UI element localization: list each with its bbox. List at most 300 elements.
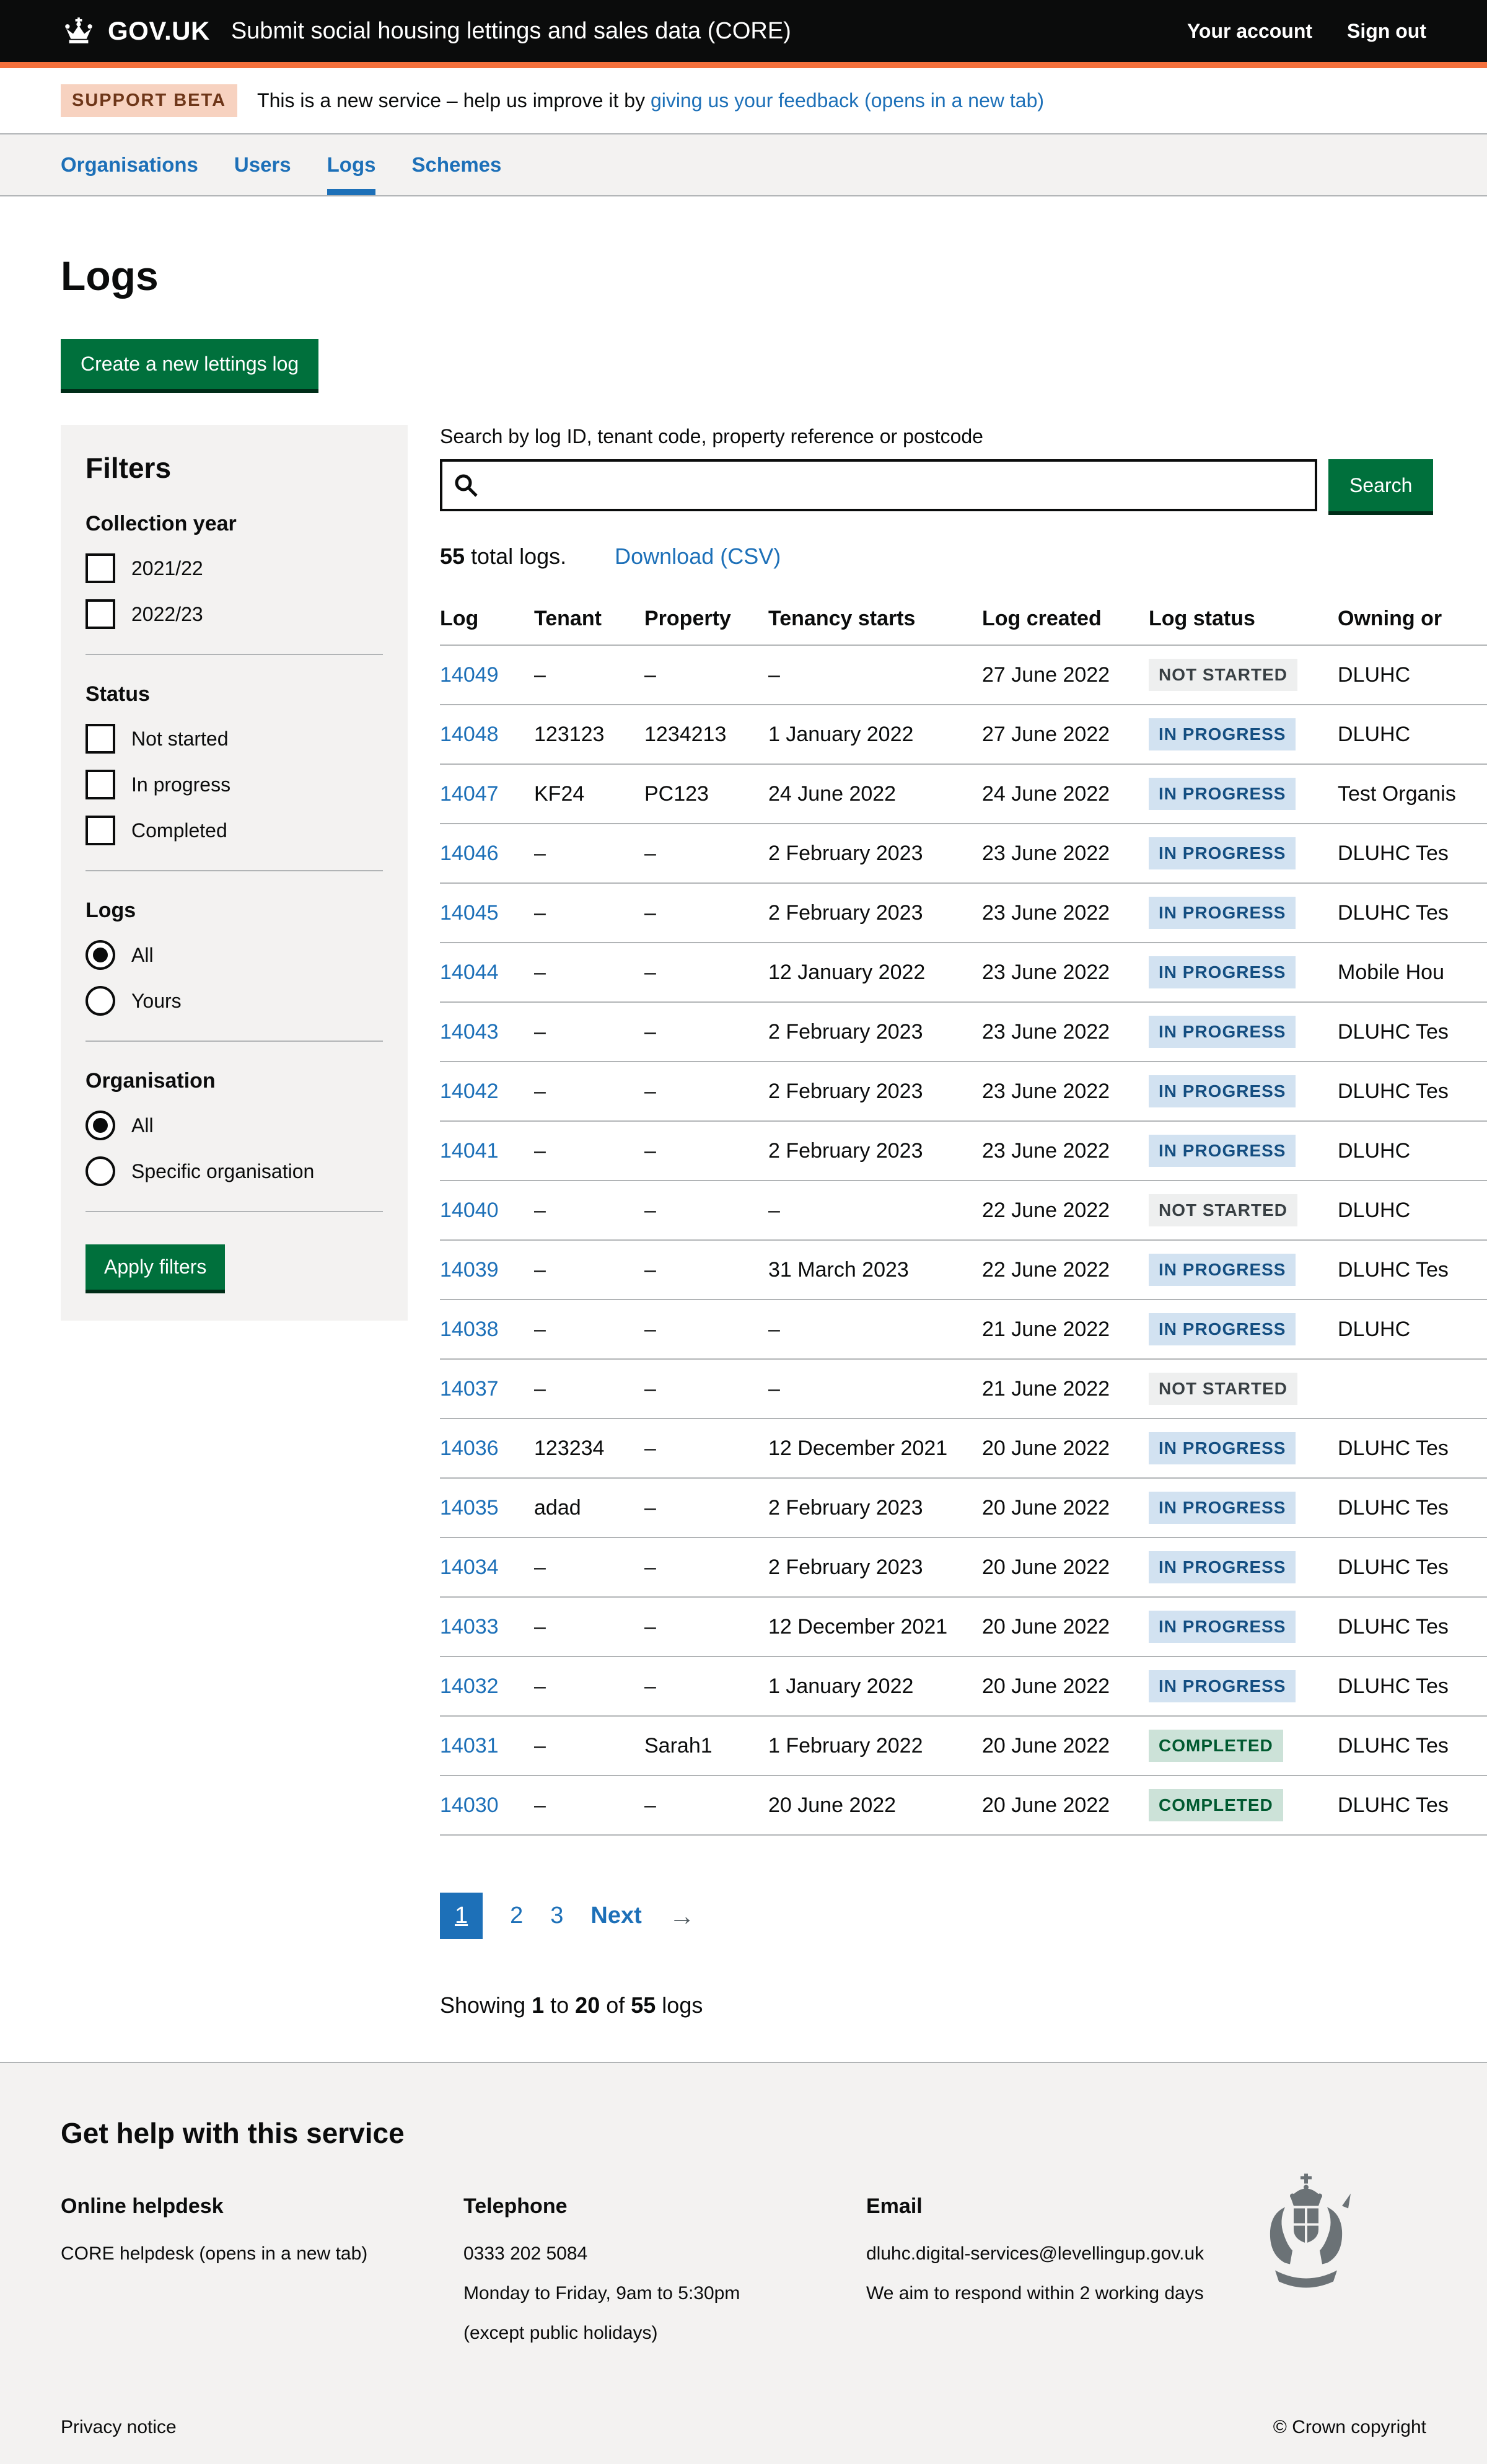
cell-log-id [440,1775,534,1835]
showing-total: 55 [631,1992,656,2018]
status-badge: IN PROGRESS [1149,956,1296,988]
cell-tenancy-starts: 20 June 2022 [768,1775,982,1835]
cell-log-created: 20 June 2022 [982,1657,1149,1716]
cell-tenant: – [534,1359,644,1419]
cell-tenancy-starts: – [768,645,982,705]
cell-log-created: 21 June 2022 [982,1359,1149,1419]
cell-tenancy-starts: 2 February 2023 [768,1538,982,1597]
cell-tenancy-starts: 2 February 2023 [768,1062,982,1121]
cell-property: – [644,1181,768,1240]
filter-divider [86,1041,383,1042]
cell-log-created: 20 June 2022 [982,1597,1149,1657]
logs-content [440,425,1487,2018]
col-owning-organisation: Owning or [1338,597,1487,645]
cell-tenant: 123234 [534,1419,644,1478]
checkbox-icon[interactable] [86,599,115,629]
cell-owning-organisation: DLUHC Tes [1338,1657,1487,1716]
cell-tenancy-starts: 2 February 2023 [768,1478,982,1538]
radio-organisation-all[interactable] [86,1111,383,1140]
showing-prefix: Showing [440,1992,532,2018]
pagination-page-2[interactable]: 2 [510,1903,524,1929]
cell-log-created: 20 June 2022 [982,1538,1149,1597]
footer-helpdesk-column [61,2194,463,2344]
status-badge: IN PROGRESS [1149,778,1296,810]
page-title: Logs [61,253,159,299]
radio-organisation-specific[interactable] [86,1156,383,1186]
cell-property: – [644,1121,768,1181]
table-row [440,883,1487,943]
cell-property: 1234213 [644,705,768,764]
telephone-hours: Monday to Friday, 9am to 5:30pm [463,2283,740,2303]
cell-log-status [1149,1121,1338,1181]
log-id-link[interactable]: 14044 [440,960,499,984]
service-name[interactable]: Submit social housing lettings and sales data (CORE) [230,17,791,44]
cell-log-id [440,1419,534,1478]
table-header-row [440,597,1487,645]
crown-copyright-link[interactable]: © Crown copyright [1273,2417,1426,2437]
gov-uk-header [0,0,1487,68]
cell-log-id [440,1002,534,1062]
cell-log-status [1149,943,1338,1002]
cell-owning-organisation: Test Organis [1338,764,1487,824]
cell-log-created: 23 June 2022 [982,883,1149,943]
log-id-link[interactable]: 14035 [440,1495,499,1520]
table-row [440,1181,1487,1240]
cell-property: – [644,1002,768,1062]
footer-title: Get help with this service [61,2117,405,2149]
status-badge: IN PROGRESS [1149,1670,1296,1702]
filters-panel [61,425,408,1321]
col-property: Property [644,597,768,645]
showing-summary [440,1992,1487,2018]
beta-tag: SUPPORT BETA [61,84,237,117]
cell-log-status [1149,1419,1338,1478]
cell-property: – [644,1359,768,1419]
col-log-created: Log created [982,597,1149,645]
cell-property: – [644,1240,768,1300]
table-row [440,1597,1487,1657]
cell-tenancy-starts: 2 February 2023 [768,1002,982,1062]
filter-divider [86,654,383,655]
table-row [440,1716,1487,1775]
col-tenant: Tenant [534,597,644,645]
cell-log-status [1149,1359,1338,1419]
cell-tenant: – [534,1775,644,1835]
cell-log-status [1149,1300,1338,1359]
cell-log-created: 20 June 2022 [982,1716,1149,1775]
cell-owning-organisation: DLUHC Tes [1338,1538,1487,1597]
cell-log-status [1149,705,1338,764]
cell-tenancy-starts: 12 December 2021 [768,1419,982,1478]
showing-suffix: logs [656,1992,703,2018]
cell-log-created: 22 June 2022 [982,1181,1149,1240]
cell-tenant: – [534,1657,644,1716]
cell-log-id [440,1359,534,1419]
cell-owning-organisation: DLUHC Tes [1338,824,1487,883]
table-row [440,1478,1487,1538]
cell-owning-organisation: DLUHC Tes [1338,1775,1487,1835]
cell-owning-organisation: DLUHC Tes [1338,1716,1487,1775]
log-id-link[interactable]: 14047 [440,781,499,806]
radio-icon[interactable] [86,986,115,1016]
status-badge: COMPLETED [1149,1730,1283,1762]
cell-property: – [644,1062,768,1121]
cell-tenant: – [534,1716,644,1775]
status-badge: IN PROGRESS [1149,1313,1296,1345]
cell-log-status [1149,764,1338,824]
cell-log-status [1149,1062,1338,1121]
cell-log-status [1149,1775,1338,1835]
search-button[interactable]: Search [1328,459,1433,511]
status-badge: IN PROGRESS [1149,1551,1296,1583]
cell-log-id [440,883,534,943]
cell-tenant: – [534,943,644,1002]
radio-icon[interactable] [86,1111,115,1140]
nav-item-schemes[interactable]: Schemes [411,153,502,176]
log-id-link[interactable]: 14041 [440,1138,499,1163]
cell-tenant: – [534,1121,644,1181]
table-row [440,1240,1487,1300]
cell-property: – [644,943,768,1002]
col-log: Log [440,597,534,645]
sign-out-link[interactable]: Sign out [1347,19,1426,42]
cell-tenant: adad [534,1478,644,1538]
cell-log-id [440,1716,534,1775]
cell-property: – [644,824,768,883]
cell-log-created: 20 June 2022 [982,1478,1149,1538]
nav-item-logs[interactable]: Logs [327,134,376,195]
status-badge: NOT STARTED [1149,659,1297,691]
log-id-link[interactable]: 14046 [440,841,499,865]
showing-to-word: to [544,1992,576,2018]
search-icon [454,473,478,498]
checkbox-label: In progress [131,773,231,796]
cell-tenant: – [534,1240,644,1300]
cell-tenancy-starts: 1 January 2022 [768,705,982,764]
status-badge: IN PROGRESS [1149,897,1296,929]
primary-navigation [0,134,1487,196]
royal-coat-of-arms [1257,2168,1356,2295]
status-badge: IN PROGRESS [1149,1016,1296,1048]
cell-log-id [440,705,534,764]
log-id-link[interactable]: 14031 [440,1733,499,1758]
status-badge: IN PROGRESS [1149,1492,1296,1524]
total-logs-count: 55 [440,543,465,569]
status-badge: IN PROGRESS [1149,1135,1296,1167]
col-log-status: Log status [1149,597,1338,645]
search-label: Search by log ID, tenant code, property reference or postcode [440,425,983,447]
cell-tenancy-starts: 12 January 2022 [768,943,982,1002]
status-badge: COMPLETED [1149,1789,1283,1821]
your-account-link[interactable]: Your account [1187,19,1313,42]
status-badge: IN PROGRESS [1149,1611,1296,1643]
log-id-link[interactable]: 14049 [440,662,499,687]
table-row [440,943,1487,1002]
filter-divider [86,870,383,871]
cell-tenant: – [534,883,644,943]
cell-log-id [440,1181,534,1240]
cell-log-id [440,824,534,883]
table-row [440,1121,1487,1181]
pagination [440,1893,1487,1939]
cell-log-created: 24 June 2022 [982,764,1149,824]
collection-year-label: Collection year [86,512,237,535]
log-id-link[interactable]: 14048 [440,722,499,746]
create-lettings-log-button[interactable]: Create a new lettings log [61,339,318,389]
cell-log-created: 21 June 2022 [982,1300,1149,1359]
cell-tenant: – [534,1062,644,1121]
cell-log-created: 27 June 2022 [982,645,1149,705]
core-helpdesk-link[interactable]: CORE helpdesk (opens in a new tab) [61,2243,368,2264]
cell-owning-organisation: DLUHC Tes [1338,1062,1487,1121]
right-arrow-icon: → [669,1901,695,1930]
cell-tenant: – [534,1300,644,1359]
cell-property: – [644,1597,768,1657]
cell-log-created: 27 June 2022 [982,705,1149,764]
footer-telephone-column [463,2194,866,2344]
cell-tenant: – [534,1181,644,1240]
table-row [440,1419,1487,1478]
radio-logs-all[interactable] [86,940,383,970]
telephone-holidays: (except public holidays) [463,2323,658,2343]
cell-tenant: KF24 [534,764,644,824]
cell-log-id [440,1478,534,1538]
radio-label: All [131,943,154,966]
status-label: Status [86,682,150,706]
cell-log-id [440,1597,534,1657]
cell-log-status [1149,1478,1338,1538]
log-id-link[interactable]: 14033 [440,1614,499,1639]
nav-item-organisations[interactable]: Organisations [61,153,198,176]
phase-banner-prefix: This is a new service – help us improve it by [257,89,651,112]
cell-log-status [1149,824,1338,883]
table-row [440,1775,1487,1835]
email-link[interactable]: dluhc.digital-services@levellingup.gov.uk [866,2243,1204,2264]
checkbox-icon[interactable] [86,553,115,583]
search-input[interactable] [440,459,1317,511]
cell-log-created: 20 June 2022 [982,1775,1149,1835]
cell-tenancy-starts: – [768,1359,982,1419]
cell-tenancy-starts: 31 March 2023 [768,1240,982,1300]
total-logs-text [440,543,566,570]
checkbox-icon[interactable] [86,816,115,845]
cell-log-id [440,1657,534,1716]
cell-log-id [440,1240,534,1300]
cell-property: – [644,645,768,705]
feedback-link[interactable]: giving us your feedback (opens in a new tab) [650,89,1045,112]
radio-label: Yours [131,989,182,1012]
phase-banner-text [257,89,1044,112]
log-id-link[interactable]: 14038 [440,1317,499,1341]
cell-log-created: 23 June 2022 [982,824,1149,883]
checkbox-completed[interactable] [86,816,383,845]
cell-tenancy-starts: – [768,1300,982,1359]
status-badge: IN PROGRESS [1149,718,1296,750]
cell-property: – [644,1300,768,1359]
cell-tenant: – [534,1002,644,1062]
cell-tenant: – [534,1597,644,1657]
cell-owning-organisation: DLUHC Tes [1338,883,1487,943]
cell-log-created: 23 June 2022 [982,1002,1149,1062]
cell-property: – [644,1419,768,1478]
cell-owning-organisation: DLUHC [1338,645,1487,705]
cell-log-id [440,764,534,824]
cell-property: – [644,1538,768,1597]
status-badge: IN PROGRESS [1149,837,1296,869]
cell-log-status [1149,1716,1338,1775]
table-row [440,1657,1487,1716]
nav-item-users[interactable]: Users [234,153,291,176]
cell-tenant: – [534,645,644,705]
checkbox-icon[interactable] [86,770,115,799]
logs-filter-label: Logs [86,899,136,922]
cell-tenancy-starts: 1 January 2022 [768,1657,982,1716]
checkbox-in-progress[interactable] [86,770,383,799]
cell-log-status [1149,1597,1338,1657]
log-id-link[interactable]: 14045 [440,900,499,925]
cell-tenancy-starts: 1 February 2022 [768,1716,982,1775]
logs-table [440,597,1487,1836]
table-row [440,824,1487,883]
checkbox-2022-23[interactable] [86,599,383,629]
log-id-link[interactable]: 14037 [440,1376,499,1401]
cell-log-id [440,1121,534,1181]
checkbox-label: 2021/22 [131,557,203,579]
showing-to: 20 [575,1992,600,2018]
cell-log-created: 23 June 2022 [982,943,1149,1002]
radio-logs-yours[interactable] [86,986,383,1016]
cell-tenancy-starts: – [768,1181,982,1240]
pagination-next-link[interactable]: Next [590,1903,642,1929]
showing-of-word: of [600,1992,631,2018]
log-id-link[interactable]: 14042 [440,1079,499,1103]
cell-owning-organisation: DLUHC Tes [1338,1240,1487,1300]
cell-property: Sarah1 [644,1716,768,1775]
col-tenancy-starts: Tenancy starts [768,597,982,645]
status-badge: IN PROGRESS [1149,1075,1296,1107]
cell-log-status [1149,1538,1338,1597]
status-badge: NOT STARTED [1149,1194,1297,1226]
cell-property: PC123 [644,764,768,824]
radio-label: All [131,1114,154,1137]
cell-tenancy-starts: 2 February 2023 [768,883,982,943]
pagination-page-3[interactable]: 3 [550,1903,564,1929]
checkbox-label: Not started [131,727,229,750]
cell-owning-organisation: DLUHC [1338,1121,1487,1181]
cell-log-status [1149,1181,1338,1240]
status-badge: IN PROGRESS [1149,1432,1296,1464]
checkbox-label: Completed [131,819,227,842]
log-id-link[interactable]: 14039 [440,1257,499,1282]
log-id-link[interactable]: 14034 [440,1555,499,1579]
cell-tenant: 123123 [534,705,644,764]
showing-from: 1 [532,1992,545,2018]
cell-log-id [440,1538,534,1597]
table-row [440,1359,1487,1419]
table-row [440,764,1487,824]
cell-log-status [1149,645,1338,705]
email-label: Email [866,2194,923,2218]
cell-log-status [1149,1240,1338,1300]
download-csv-link[interactable]: Download (CSV) [615,543,781,569]
cell-owning-organisation: Mobile Hou [1338,943,1487,1002]
cell-owning-organisation: DLUHC [1338,705,1487,764]
log-id-link[interactable]: 14030 [440,1793,499,1817]
log-id-link[interactable]: 14043 [440,1019,499,1044]
cell-owning-organisation: DLUHC Tes [1338,1419,1487,1478]
table-row [440,705,1487,764]
cell-log-created: 22 June 2022 [982,1240,1149,1300]
cell-owning-organisation: DLUHC Tes [1338,1002,1487,1062]
cell-property: – [644,1657,768,1716]
cell-owning-organisation: DLUHC Tes [1338,1597,1487,1657]
online-helpdesk-label: Online helpdesk [61,2194,224,2218]
govuk-logotype[interactable]: GOV.UK [108,16,210,45]
radio-icon[interactable] [86,1156,115,1186]
table-row [440,645,1487,705]
footer [0,2062,1487,2464]
cell-log-id [440,1062,534,1121]
cell-log-status [1149,1657,1338,1716]
checkbox-label: 2022/23 [131,602,203,625]
filter-divider [86,1211,383,1212]
phase-banner [0,68,1487,134]
log-id-link[interactable]: 14040 [440,1198,499,1222]
cell-log-id [440,645,534,705]
cell-owning-organisation [1338,1359,1487,1419]
privacy-notice-link[interactable]: Privacy notice [61,2417,177,2437]
cell-owning-organisation: DLUHC [1338,1181,1487,1240]
cell-log-created: 23 June 2022 [982,1121,1149,1181]
checkbox-not-started[interactable] [86,724,383,754]
checkbox-2021-22[interactable] [86,553,383,583]
cell-tenancy-starts: 24 June 2022 [768,764,982,824]
log-id-link[interactable]: 14032 [440,1674,499,1698]
log-id-link[interactable]: 14036 [440,1436,499,1460]
cell-property: – [644,1478,768,1538]
checkbox-icon[interactable] [86,724,115,754]
telephone-label: Telephone [463,2194,568,2218]
cell-tenancy-starts: 12 December 2021 [768,1597,982,1657]
total-logs-suffix: total logs. [465,543,567,569]
apply-filters-button[interactable]: Apply filters [86,1244,225,1290]
status-badge: IN PROGRESS [1149,1254,1296,1286]
cell-property: – [644,1775,768,1835]
radio-icon[interactable] [86,940,115,970]
cell-log-status [1149,883,1338,943]
table-row [440,1062,1487,1121]
cell-tenant: – [534,824,644,883]
crown-icon [61,16,97,46]
table-row [440,1538,1487,1597]
cell-owning-organisation: DLUHC Tes [1338,1478,1487,1538]
cell-tenant: – [534,1538,644,1597]
cell-tenancy-starts: 2 February 2023 [768,1121,982,1181]
filters-title: Filters [86,452,172,484]
cell-log-created: 20 June 2022 [982,1419,1149,1478]
table-row [440,1002,1487,1062]
email-response-time: We aim to respond within 2 working days [866,2283,1204,2303]
cell-log-status [1149,1002,1338,1062]
radio-label: Specific organisation [131,1159,315,1182]
organisation-filter-label: Organisation [86,1069,216,1093]
pagination-page-1-current[interactable]: 1 [440,1893,483,1939]
table-row [440,1300,1487,1359]
cell-tenancy-starts: 2 February 2023 [768,824,982,883]
cell-log-id [440,943,534,1002]
cell-owning-organisation: DLUHC [1338,1300,1487,1359]
status-badge: NOT STARTED [1149,1373,1297,1405]
